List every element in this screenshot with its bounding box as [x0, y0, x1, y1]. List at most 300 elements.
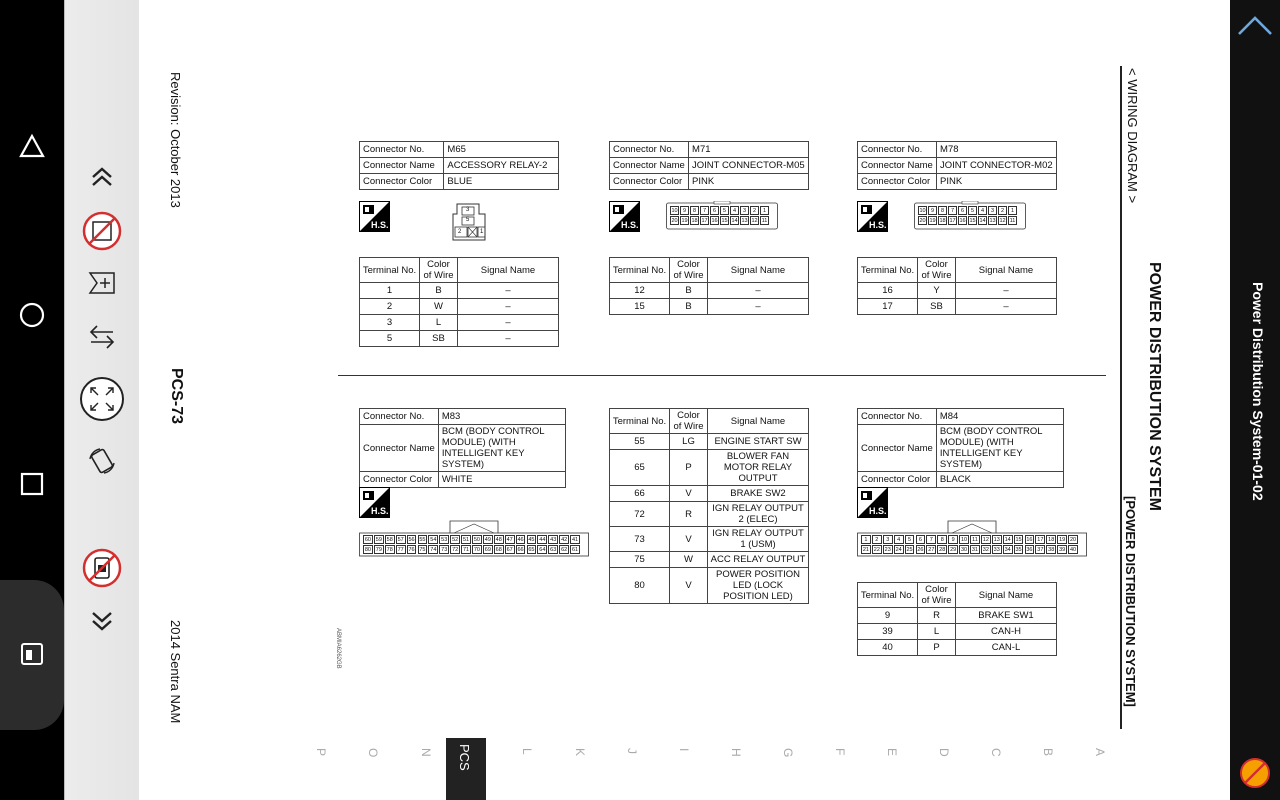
pin-cell: 13	[741, 218, 748, 224]
col-color-of-wire: Color of Wire	[420, 258, 458, 283]
terminal-table-m84	[857, 582, 1057, 656]
pin-cell: 27	[928, 547, 935, 553]
pin-cell: 48	[495, 537, 502, 543]
manual-page	[139, 0, 1230, 800]
terminal-no: 55	[610, 434, 670, 450]
pin-cell: 71	[462, 547, 470, 553]
label-connector-name: Connector Name	[858, 158, 937, 174]
hs-label: H.S.	[371, 220, 389, 230]
pin-cell: 3	[883, 535, 893, 544]
terminal-no: 75	[610, 552, 670, 568]
page-subtitle: [POWER DISTRIBUTION SYSTEM]	[1123, 496, 1138, 707]
hs-label: H.S.	[869, 220, 887, 230]
pin-cell: 52	[452, 537, 459, 543]
pin-cell: 7	[700, 206, 709, 215]
terminal-no: 39	[858, 624, 918, 640]
pin-cell: 77	[397, 547, 404, 553]
pin-cell: 14	[731, 218, 738, 224]
pin-cell: 17	[949, 218, 956, 224]
pin-cell: 60	[364, 537, 371, 543]
swap-arrows-icon	[88, 324, 116, 350]
pin-cell: 64	[539, 547, 546, 553]
pin-cell: 20	[671, 218, 678, 224]
terminal-table-m65	[359, 257, 559, 347]
section-tab[interactable]: B	[1041, 748, 1055, 757]
wire-color: SB	[918, 299, 956, 315]
hs-icon	[609, 201, 640, 232]
terminal-no: 1	[360, 283, 420, 299]
pin-cell: 18	[939, 218, 946, 224]
pin-cell: 55	[419, 537, 426, 543]
signal-name: –	[458, 315, 559, 331]
pin-cell: 12	[999, 218, 1006, 224]
wire-color: V	[670, 486, 708, 502]
connector-face-m71	[666, 201, 778, 239]
terminal-no: 16	[858, 283, 918, 299]
signal-name: BRAKE SW2	[708, 486, 809, 502]
label-connector-name: Connector Name	[610, 158, 689, 174]
pin-cell: 21	[862, 547, 869, 553]
wire-color: LG	[670, 434, 708, 450]
label-connector-color: Connector Color	[360, 472, 439, 488]
connector-info-m84	[857, 408, 1064, 488]
pin-cell: 16	[1026, 537, 1033, 543]
col-terminal-no: Terminal No.	[610, 258, 670, 283]
pin-cell: 1	[1008, 206, 1017, 215]
signal-name: POWER POSITION LED (LOCK POSITION LED)	[708, 568, 809, 604]
hs-label: H.S.	[621, 220, 639, 230]
connector-name-value: JOINT CONNECTOR-M05	[689, 158, 809, 174]
swap-button[interactable]	[79, 314, 125, 360]
wire-color: B	[420, 283, 458, 299]
col-signal-name: Signal Name	[708, 258, 809, 283]
pin-cell: 43	[550, 537, 557, 543]
pin-cell: 12	[982, 537, 989, 543]
section-tab[interactable]: L	[520, 748, 534, 755]
hs-label: H.S.	[371, 506, 389, 516]
section-divider	[338, 375, 1106, 376]
terminal-table-m78	[857, 257, 1057, 315]
pin-cell: 53	[441, 537, 448, 543]
terminal-no: 9	[858, 608, 918, 624]
section-tab[interactable]: F	[833, 748, 847, 756]
pin-cell: 69	[484, 547, 491, 553]
terminal-no: 73	[610, 527, 670, 552]
pin-cell: 11	[970, 535, 980, 544]
section-tab[interactable]: N	[419, 748, 433, 757]
pin-cell: 80	[364, 547, 371, 553]
section-tabs	[139, 736, 1230, 800]
pin-cell: 24	[895, 547, 902, 553]
pin-cell: 79	[375, 547, 382, 553]
section-tab[interactable]: A	[1093, 748, 1107, 757]
wire-color: L	[918, 624, 956, 640]
window-icon	[20, 642, 44, 666]
pinned-app-slot[interactable]	[0, 580, 64, 730]
wire-color: SB	[420, 331, 458, 347]
pin-cell: 75	[419, 547, 426, 553]
back-button[interactable]	[12, 126, 52, 166]
pin-cell: 28	[939, 547, 946, 553]
pin-cell: 54	[430, 537, 437, 543]
connector-no-value: M71	[689, 142, 809, 158]
connector-info-m65	[359, 141, 559, 190]
wire-color: Y	[918, 283, 956, 299]
wire-color: W	[420, 299, 458, 315]
pin-cell: 66	[517, 547, 524, 553]
signal-name: –	[708, 299, 809, 315]
notification-badge[interactable]	[1238, 756, 1272, 790]
home-circle-icon	[19, 302, 45, 328]
connector-no-value: M78	[937, 142, 1057, 158]
section-tab[interactable]: D	[937, 748, 951, 757]
hs-icon	[359, 487, 390, 518]
terminal-no: 15	[610, 299, 670, 315]
label-connector-name: Connector Name	[360, 158, 444, 174]
terminal-no: 12	[610, 283, 670, 299]
connector-face-m84	[857, 519, 1087, 557]
rotate-button[interactable]	[79, 438, 125, 484]
signal-name: –	[956, 299, 1057, 315]
section-tab[interactable]: P	[314, 748, 328, 757]
table-row	[610, 552, 809, 568]
col-color-of-wire: Color of Wire	[918, 258, 956, 283]
pin-cell: 70	[473, 547, 480, 553]
pin-cell: 46	[517, 537, 524, 543]
pin-cell: 65	[528, 547, 535, 553]
page-canvas	[139, 0, 1230, 800]
label-connector-no: Connector No.	[360, 142, 444, 158]
pin-label: 3	[466, 207, 470, 213]
no-signal-icon	[1238, 756, 1272, 790]
pin-cell: 4	[894, 535, 904, 544]
pin-cell: 6	[958, 206, 967, 215]
signal-name: –	[458, 331, 559, 347]
pin-cell: 72	[452, 547, 459, 553]
signal-name: CAN-L	[956, 640, 1057, 656]
section-tab[interactable]: G	[781, 748, 795, 758]
table-row	[610, 527, 809, 552]
recents-button[interactable]	[12, 464, 52, 504]
title-strip	[1230, 0, 1280, 800]
pin-cell: 40	[1069, 547, 1077, 553]
table-row	[610, 299, 809, 315]
pin-cell: 38	[1048, 547, 1055, 553]
pin-cell: 78	[386, 547, 393, 553]
pin-cell: 15	[969, 218, 976, 224]
viewer-toolbar	[64, 0, 139, 800]
pin-cell: 20	[1069, 537, 1077, 543]
connector-color-value: BLACK	[936, 472, 1063, 488]
table-row	[610, 434, 809, 450]
signal-name: –	[708, 283, 809, 299]
pin-cell: 33	[993, 547, 1000, 553]
double-chevron-down-icon	[89, 608, 115, 634]
pin-cell: 11	[1009, 218, 1016, 224]
pin-cell: 10	[960, 537, 968, 543]
terminal-no: 3	[360, 315, 420, 331]
bookmark-add-button[interactable]	[79, 260, 125, 306]
signal-name: CAN-H	[956, 624, 1057, 640]
table-row	[610, 283, 809, 299]
wire-color: B	[670, 299, 708, 315]
pin-cell: 8	[937, 535, 947, 544]
signal-name: ENGINE START SW	[708, 434, 809, 450]
pin-cell: 1	[861, 535, 871, 544]
page-code: PCS-73	[168, 368, 185, 425]
pin-cell: 47	[506, 537, 513, 543]
connector-color-value: PINK	[937, 174, 1057, 190]
connector-info-m71	[609, 141, 809, 190]
pin-cell: 58	[386, 537, 393, 543]
pin-cell: 50	[473, 537, 480, 543]
pin-label: 5	[466, 217, 470, 223]
fit-page-disabled-button[interactable]	[79, 208, 125, 254]
col-signal-name: Signal Name	[708, 409, 809, 434]
col-signal-name: Signal Name	[956, 583, 1057, 608]
section-tab[interactable]: H	[729, 748, 743, 757]
wire-color: R	[918, 608, 956, 624]
col-color-of-wire: Color of Wire	[918, 583, 956, 608]
pin-cell: 19	[1059, 537, 1066, 543]
signal-name: –	[956, 283, 1057, 299]
label-connector-no: Connector No.	[858, 142, 937, 158]
pin-cell: 3	[988, 206, 997, 215]
terminal-table-m71	[609, 257, 809, 315]
figure-id: ABMIA6262GB	[335, 628, 341, 669]
pin-cell: 68	[495, 547, 502, 553]
pin-cell: 76	[408, 547, 415, 553]
connector-name-value: BCM (BODY CONTROL MODULE) (WITH INTELLIGENT KEY SYSTEM)	[438, 425, 565, 472]
pin-cell: 5	[968, 206, 977, 215]
no-rotation-lock-icon	[82, 548, 122, 588]
previous-page-button[interactable]	[79, 154, 125, 200]
table-row	[610, 568, 809, 604]
pin-cell: 5	[905, 535, 915, 544]
pin-cell: 74	[430, 547, 437, 553]
pin-cell: 17	[1037, 537, 1044, 543]
fullscreen-button[interactable]	[79, 376, 125, 422]
pin-cell: 7	[948, 206, 957, 215]
pin-cell: 8	[690, 206, 699, 215]
table-row	[858, 299, 1057, 315]
hs-icon	[359, 201, 390, 232]
pin-cell: 10	[919, 208, 926, 214]
pin-cell: 1	[760, 206, 769, 215]
terminal-no: 66	[610, 486, 670, 502]
connector-no-value: M84	[936, 409, 1063, 425]
connector-face-m83	[359, 519, 589, 557]
screen-lock-disabled-button[interactable]	[79, 545, 125, 591]
pin-cell: 56	[408, 537, 415, 543]
connector-info-m83	[359, 408, 566, 488]
app-title: Power Distribution System-01-02	[1250, 282, 1266, 501]
label-connector-no: Connector No.	[360, 409, 439, 425]
pin-cell: 22	[873, 547, 880, 553]
recents-square-icon	[20, 472, 44, 496]
connector-info-m78	[857, 141, 1057, 190]
rotate-screen-icon	[86, 445, 118, 477]
pin-cell: 13	[989, 218, 996, 224]
pin-cell: 8	[938, 206, 947, 215]
back-triangle-icon	[19, 134, 45, 158]
table-row	[360, 331, 559, 347]
pin-cell: 13	[993, 537, 1000, 543]
wire-color: V	[670, 527, 708, 552]
pin-cell: 42	[561, 537, 568, 543]
terminal-no: 40	[858, 640, 918, 656]
label-connector-no: Connector No.	[610, 142, 689, 158]
table-row	[610, 486, 809, 502]
pin-cell: 5	[720, 206, 729, 215]
pin-cell: 62	[561, 547, 568, 553]
terminal-no: 72	[610, 502, 670, 527]
signal-name: IGN RELAY OUTPUT 2 (ELEC)	[708, 502, 809, 527]
pin-cell: 14	[979, 218, 986, 224]
pin-cell: 39	[1059, 547, 1066, 553]
pin-cell: 3	[740, 206, 749, 215]
connector-no-value: M83	[438, 409, 565, 425]
col-terminal-no: Terminal No.	[610, 409, 670, 434]
pin-cell: 2	[998, 206, 1007, 215]
section-tab[interactable]: C	[989, 748, 1003, 757]
pin-cell: 25	[906, 547, 913, 553]
pin-cell: 14	[1004, 537, 1011, 543]
connector-face-m78	[914, 201, 1026, 239]
pin-cell: 67	[506, 547, 513, 553]
label-connector-name: Connector Name	[858, 425, 937, 472]
pin-cell: 29	[950, 547, 957, 553]
pin-cell: 16	[711, 218, 718, 224]
pin-cell: 30	[960, 547, 968, 553]
label-connector-color: Connector Color	[360, 174, 444, 190]
pin-label: 1	[480, 229, 484, 235]
signal-name: –	[458, 299, 559, 315]
pin-cell: 49	[484, 537, 491, 543]
collapse-button[interactable]	[1233, 10, 1277, 42]
col-terminal-no: Terminal No.	[858, 583, 918, 608]
pin-cell: 44	[539, 537, 546, 543]
section-tab[interactable]: J	[625, 748, 639, 754]
pin-cell: 34	[1004, 547, 1011, 553]
section-tab[interactable]: O	[366, 748, 380, 758]
label-connector-color: Connector Color	[858, 472, 937, 488]
pin-cell: 19	[929, 218, 936, 224]
table-row	[858, 624, 1057, 640]
pin-cell: 37	[1037, 547, 1044, 553]
table-row	[858, 283, 1057, 299]
pin-cell: 12	[751, 218, 758, 224]
wire-color: V	[670, 568, 708, 604]
col-signal-name: Signal Name	[458, 258, 559, 283]
label-connector-name: Connector Name	[360, 425, 439, 472]
section-tab-active[interactable]	[446, 738, 486, 800]
section-tab[interactable]: E	[885, 748, 899, 757]
pin-cell: 23	[884, 547, 891, 553]
signal-name: BLOWER FAN MOTOR RELAY OUTPUT	[708, 450, 809, 486]
label-connector-color: Connector Color	[858, 174, 937, 190]
pin-cell: 59	[375, 537, 382, 543]
pin-cell: 45	[528, 537, 535, 543]
terminal-no: 17	[858, 299, 918, 315]
table-row	[858, 608, 1057, 624]
double-chevron-up-icon	[89, 164, 115, 190]
col-terminal-no: Terminal No.	[858, 258, 918, 283]
pin-cell: 9	[948, 535, 958, 544]
pin-cell: 17	[701, 218, 708, 224]
page-title: POWER DISTRIBUTION SYSTEM	[1146, 262, 1163, 511]
wire-color: P	[918, 640, 956, 656]
no-fit-page-icon	[82, 211, 122, 251]
pin-cell: 73	[441, 547, 448, 553]
table-row	[610, 450, 809, 486]
col-color-of-wire: Color of Wire	[670, 258, 708, 283]
col-terminal-no: Terminal No.	[360, 258, 420, 283]
pin-cell: 41	[571, 537, 579, 543]
bookmark-plus-icon	[88, 271, 116, 295]
chevron-up-icon	[1233, 10, 1277, 42]
connector-color-value: WHITE	[438, 472, 565, 488]
wire-color: B	[670, 283, 708, 299]
pin-cell: 18	[691, 218, 698, 224]
section-tab[interactable]: I	[677, 748, 691, 752]
pin-cell: 31	[971, 547, 978, 553]
connector-name-value: JOINT CONNECTOR-M02	[937, 158, 1057, 174]
pin-cell: 26	[917, 547, 924, 553]
pin-cell: 9	[680, 206, 689, 215]
section-tab[interactable]: K	[573, 748, 587, 757]
pin-cell: 7	[926, 535, 936, 544]
signal-name: BRAKE SW1	[956, 608, 1057, 624]
terminal-no: 2	[360, 299, 420, 315]
pin-cell: 4	[978, 206, 987, 215]
home-button[interactable]	[12, 295, 52, 335]
pin-cell: 9	[928, 206, 937, 215]
pin-cell: 10	[671, 208, 678, 214]
label-connector-color: Connector Color	[610, 174, 689, 190]
connector-color-value: BLUE	[444, 174, 559, 190]
model-text: 2014 Sentra NAM	[168, 620, 183, 724]
pin-cell: 6	[710, 206, 719, 215]
wire-color: W	[670, 552, 708, 568]
wire-color: P	[670, 450, 708, 486]
label-connector-no: Connector No.	[858, 409, 937, 425]
pin-cell: 35	[1015, 547, 1022, 553]
header-rule	[1120, 66, 1122, 729]
hs-icon	[857, 201, 888, 232]
breadcrumb: < WIRING DIAGRAM >	[1125, 68, 1140, 204]
pin-cell: 6	[916, 535, 926, 544]
wire-color: L	[420, 315, 458, 331]
table-row	[360, 283, 559, 299]
pin-cell: 61	[571, 547, 579, 553]
col-signal-name: Signal Name	[956, 258, 1057, 283]
pin-cell: 2	[750, 206, 759, 215]
connector-no-value: M65	[444, 142, 559, 158]
terminal-table-m83	[609, 408, 809, 604]
next-page-button[interactable]	[79, 598, 125, 644]
pin-cell: 18	[1048, 537, 1055, 543]
signal-name: –	[458, 283, 559, 299]
pin-cell: 51	[462, 537, 470, 543]
pin-cell: 11	[761, 218, 768, 224]
signal-name: IGN RELAY OUTPUT 1 (USM)	[708, 527, 809, 552]
pin-cell: 4	[730, 206, 739, 215]
connector-color-value: PINK	[689, 174, 809, 190]
pin-cell: 20	[919, 218, 926, 224]
hs-icon	[857, 487, 888, 518]
pin-cell: 57	[397, 537, 404, 543]
